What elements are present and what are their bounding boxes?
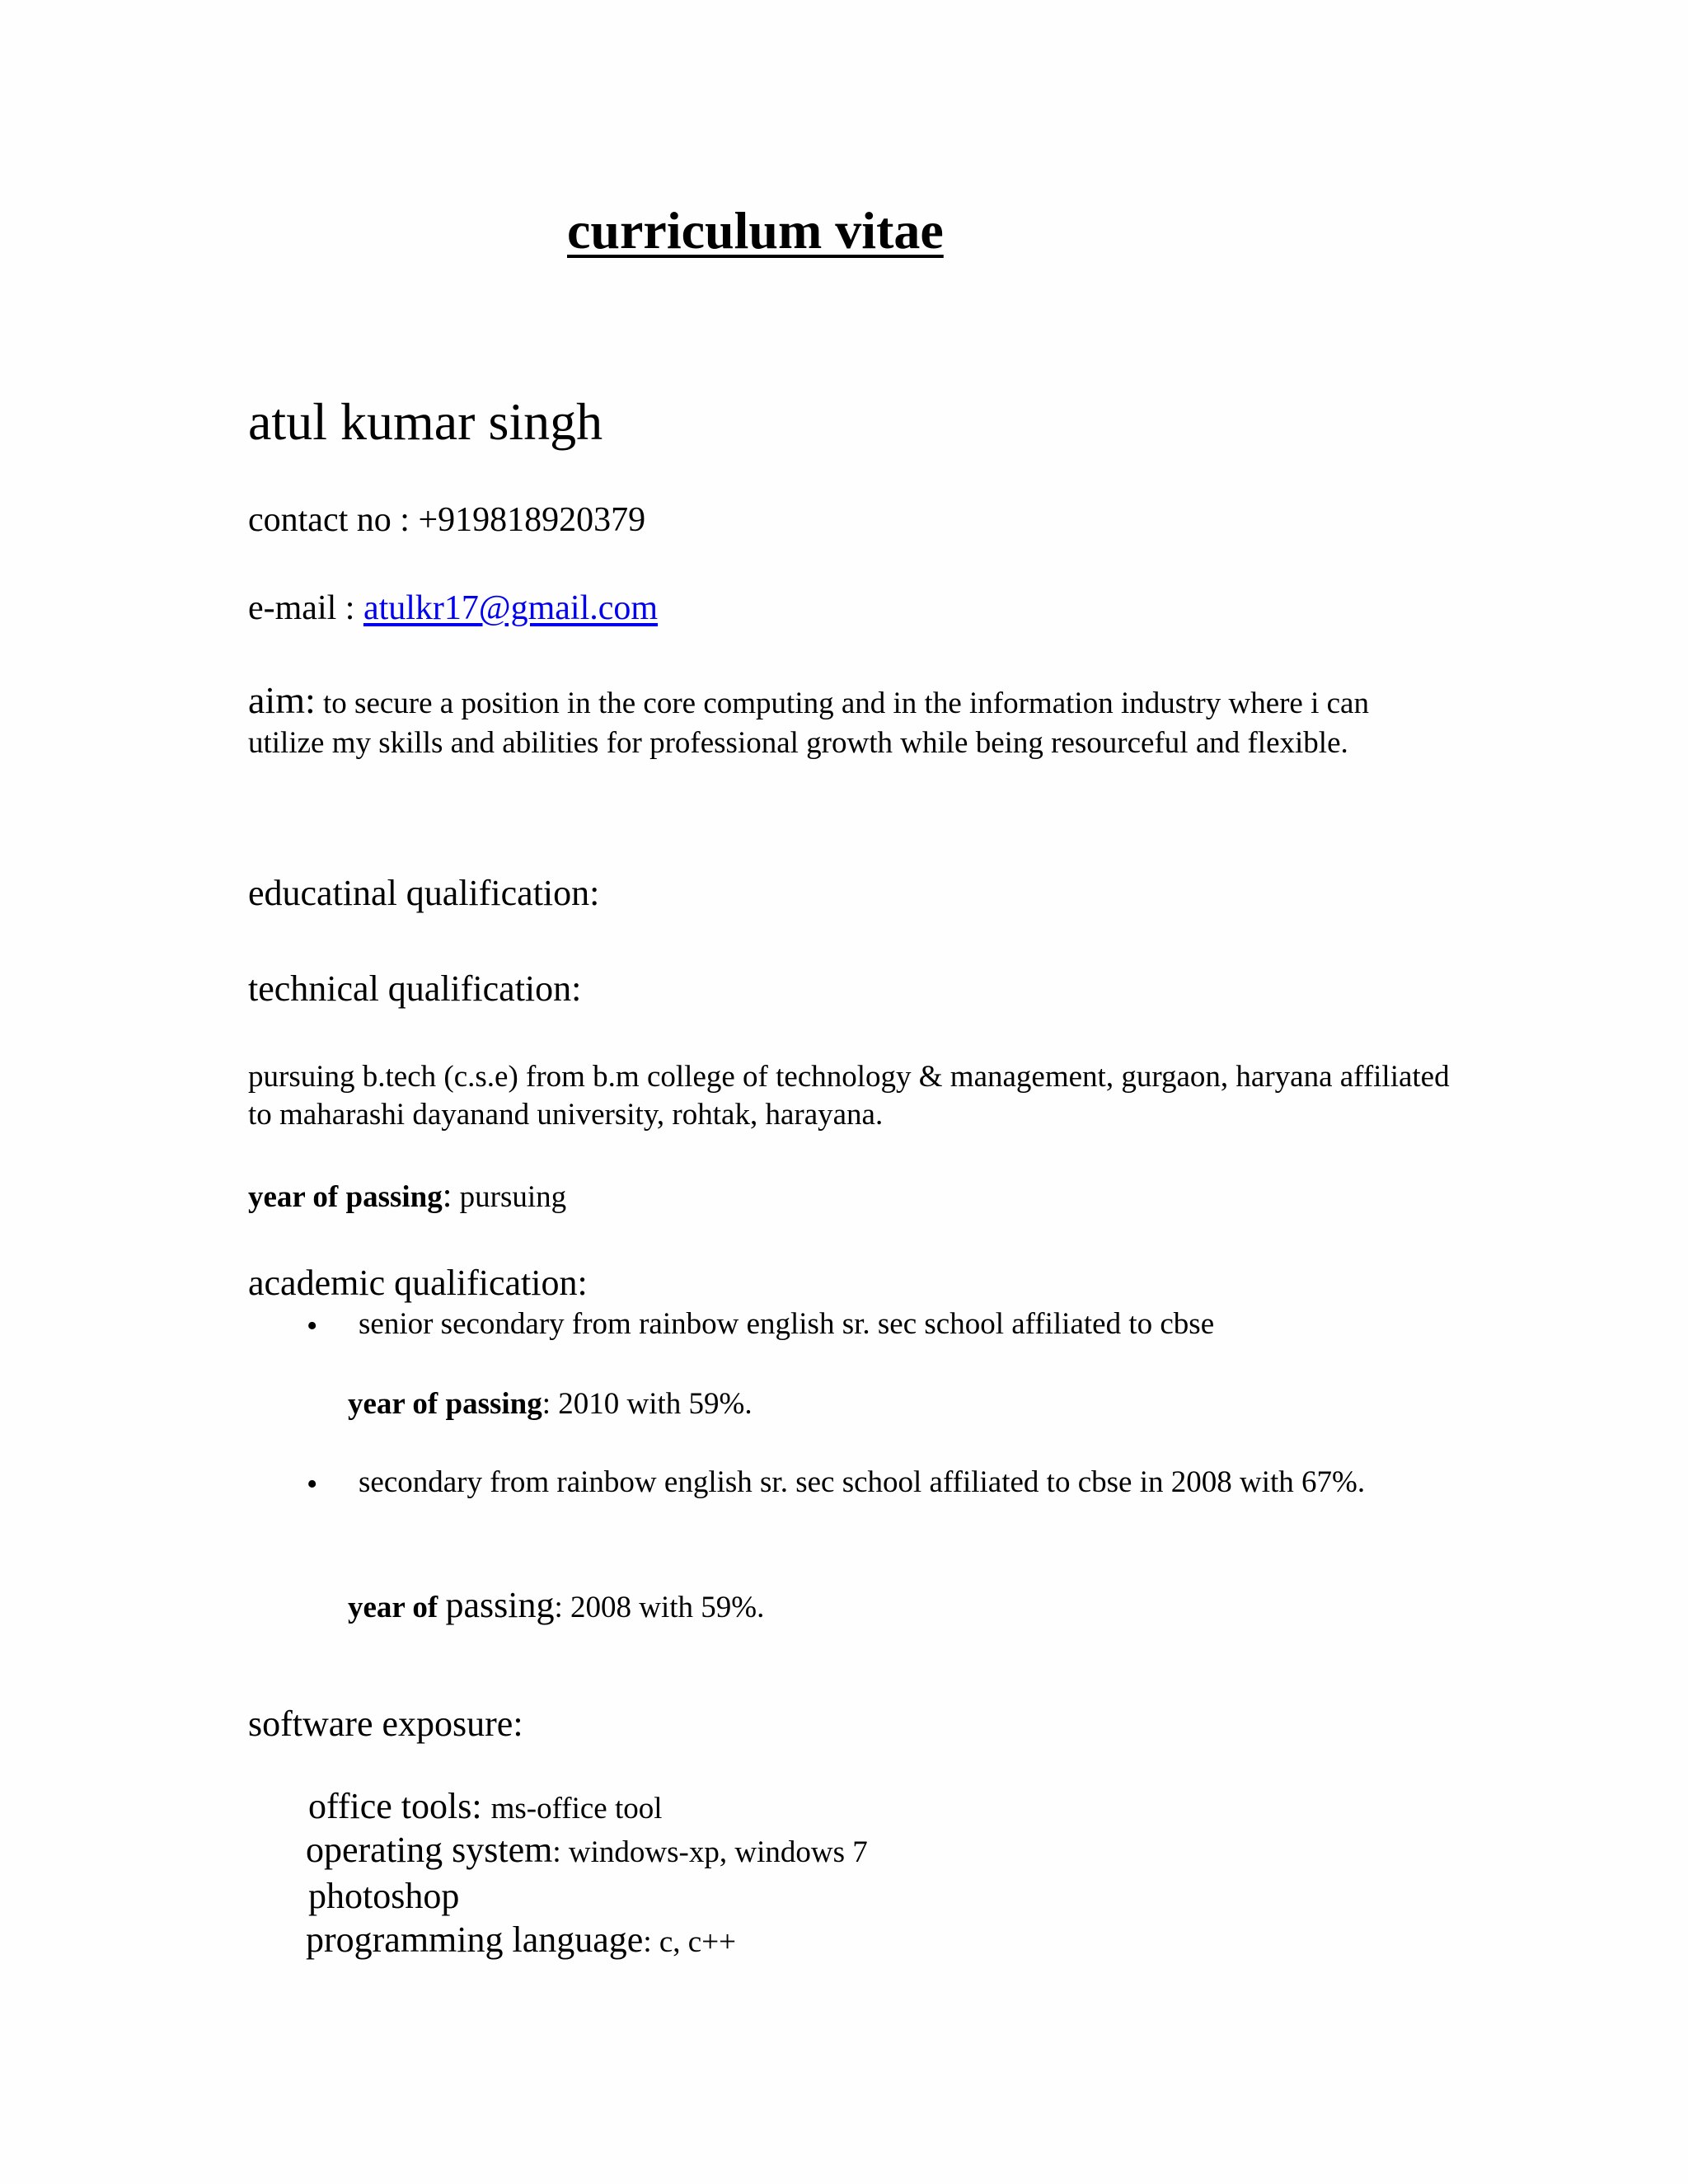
software-value: : c, c++	[643, 1925, 736, 1959]
contact-phone: +919818920379	[418, 501, 646, 539]
senior-secondary-year-of-passing	[348, 1389, 753, 1419]
year-value: : 2010 with 59%.	[542, 1387, 753, 1421]
academic-heading: academic qualification:	[248, 1263, 588, 1303]
year-value: : 2008 with 59%.	[554, 1591, 765, 1624]
aim-label: aim:	[248, 679, 316, 721]
software-label: programming language	[306, 1919, 644, 1960]
technical-heading: technical qualification:	[248, 968, 582, 1009]
bullet-icon: •	[307, 1309, 318, 1343]
aim-text: to secure a position in the core computing and in the information industry where i can utilize my skills and abilities for professional growth while being resourceful and flexible.	[248, 687, 1369, 760]
secondary-year-of-passing	[348, 1587, 764, 1624]
software-value: : windows-xp, windows 7	[552, 1835, 868, 1869]
software-value: ms-office tool	[490, 1792, 663, 1825]
technical-description: pursuing b.tech (c.s.e) from b.m college of technology & management, gurgaon, haryana affiliated to maharashi dayanand university, rohtak, harayana.	[248, 1060, 1450, 1132]
software-item-photoshop	[308, 1878, 459, 1915]
education-heading: educatinal qualification:	[248, 873, 600, 913]
technical-year-of-passing	[248, 1179, 566, 1213]
year-separator: :	[442, 1177, 452, 1215]
academic-item-secondary: secondary from rainbow english sr. sec school affiliated to cbse in 2008 with 67%.	[359, 1465, 1366, 1499]
software-label: operating system	[306, 1830, 553, 1870]
software-item-operating-system	[306, 1832, 868, 1868]
software-item-office-tools	[308, 1788, 663, 1825]
candidate-name: atul kumar singh	[248, 392, 603, 451]
software-label: photoshop	[308, 1876, 460, 1916]
email-label: e-mail :	[248, 589, 363, 627]
contact-label: contact no :	[248, 501, 419, 539]
email-link[interactable]: atulkr17@gmail.com	[363, 589, 659, 627]
year-label: year of passing	[248, 1180, 443, 1214]
software-label: office tools:	[308, 1786, 491, 1826]
year-value: pursuing	[452, 1180, 567, 1214]
year-label-bold: year of	[348, 1591, 446, 1624]
year-label-plain: passing	[445, 1585, 555, 1625]
software-heading: software exposure:	[248, 1704, 523, 1744]
email-line	[248, 591, 658, 626]
contact-line	[248, 503, 645, 537]
year-label: year of passing	[348, 1387, 542, 1421]
aim-paragraph	[248, 681, 1443, 763]
bullet-icon: •	[307, 1467, 318, 1502]
document-title: curriculum vitae	[567, 201, 944, 260]
academic-item-senior-secondary: senior secondary from rainbow english sr. sec school affiliated to cbse	[359, 1307, 1215, 1341]
software-item-programming-language	[306, 1919, 736, 1960]
